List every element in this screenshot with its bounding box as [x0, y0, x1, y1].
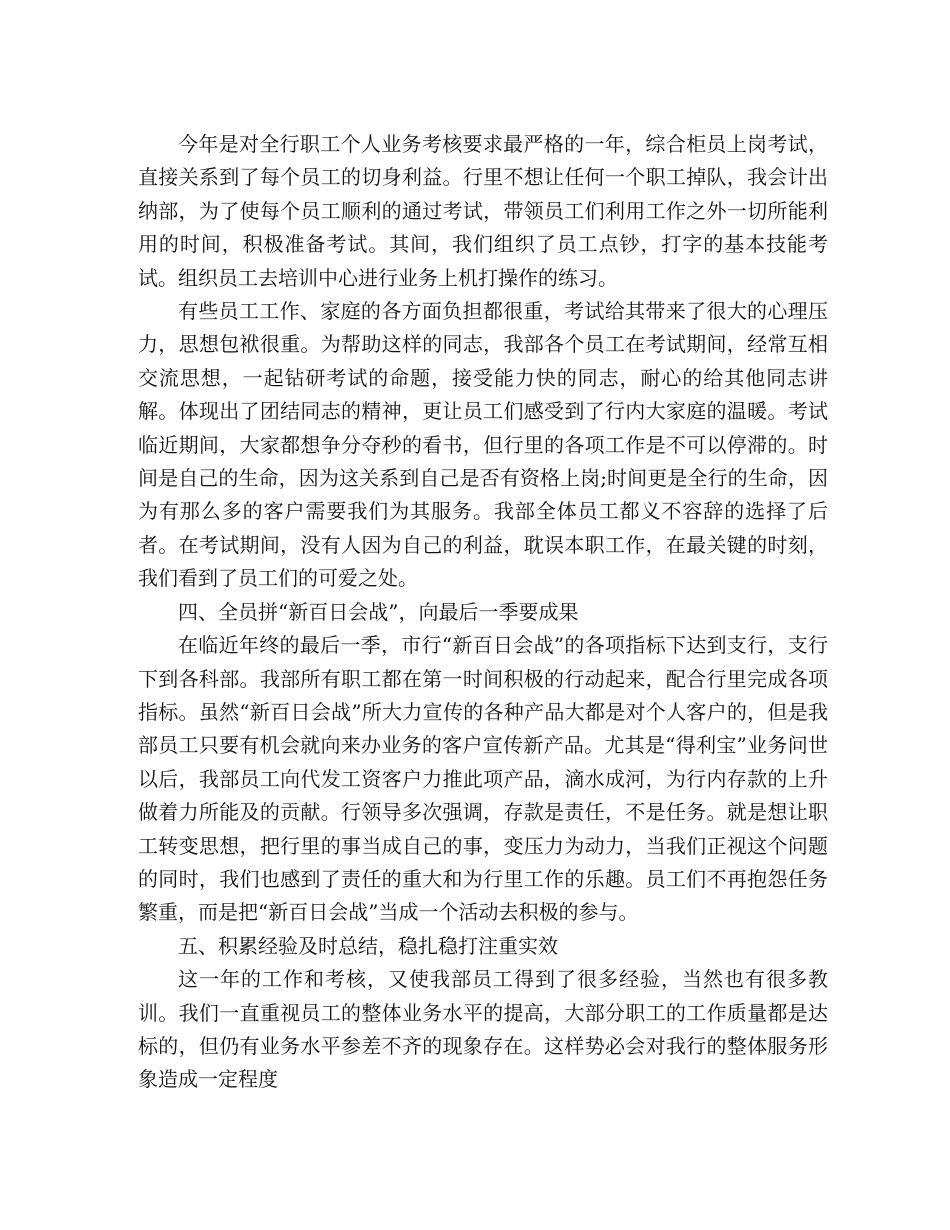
document-body: [138, 128, 828, 1097]
paragraph-experience: 这一年的工作和考核，又使我部员工得到了很多经验，当然也有很多教训。我们一直重视员工的整体业务水平的提高，大部分职工的工作质量都是达标的，但仍有业务水平参差不齐的现象存在。这样势必会对我行的整体服务形象造成一定程度: [138, 967, 828, 1092]
section-heading-experience: 五、积累经验及时总结，稳扎稳打注重实效: [178, 933, 558, 958]
paragraph-campaign: 在临近年终的最后一季，市行“新百日会战”的各项指标下达到支行，支行下到各科部。我部所有职工都在第一时间积极的行动起来，配合行里完成各项指标。虽然“新百日会战”所大力宣传的各种产品大都是对个人客户的，但是我部员工只要有机会就向来办业务的客户宣传新产品。尤其是“得利宝”业务问世以后，我部员工向代发工资客户力推此项产品，滴水成河，为行内存款的上升做着力所能及的贡献。行领导多次强调，存款是责任，不是任务。就是想让职工转变思想，把行里的事当成自己的事，变压力为动力，当我们正视这个问题的同时，我们也感到了责任的重大和为行里工作的乐趣。员工们不再抱怨任务繁重，而是把“新百日会战”当成一个活动去积极的参与。: [138, 633, 828, 925]
paragraph-exam-intro: 今年是对全行职工个人业务考核要求最严格的一年，综合柜员上岗考试，直接关系到了每个员工的切身利益。行里不想让任何一个职工掉队，我会计出纳部，为了使每个员工顺利的通过考试，带领员工们利用工作之外一切所能利用的时间，积极准备考试。其间，我们组织了员工点钞，打字的基本技能考试。组织员工去培训中心进行业务上机打操作的练习。: [138, 132, 828, 290]
paragraph-mutual-help: 有些员工工作、家庭的各方面负担都很重，考试给其带来了很大的心理压力，思想包袱很重。为帮助这样的同志，我部各个员工在考试期间，经常互相交流思想，一起钻研考试的命题，接受能力快的同志，耐心的给其他同志讲解。体现出了团结同志的精神，更让员工们感受到了行内大家庭的温暖。考试临近期间，大家都想争分夺秒的看书，但行里的各项工作是不可以停滞的。时间是自己的生命，因为这关系到自己是否有资格上岗;时间更是全行的生命，因为有那么多的客户需要我们为其服务。我部全体员工都义不容辞的选择了后者。在考试期间，没有人因为自己的利益，耽误本职工作，在最关键的时刻，我们看到了员工们的可爱之处。: [138, 299, 828, 591]
section-heading-campaign: 四、全员拼“新百日会战”，向最后一季要成果: [178, 599, 579, 624]
